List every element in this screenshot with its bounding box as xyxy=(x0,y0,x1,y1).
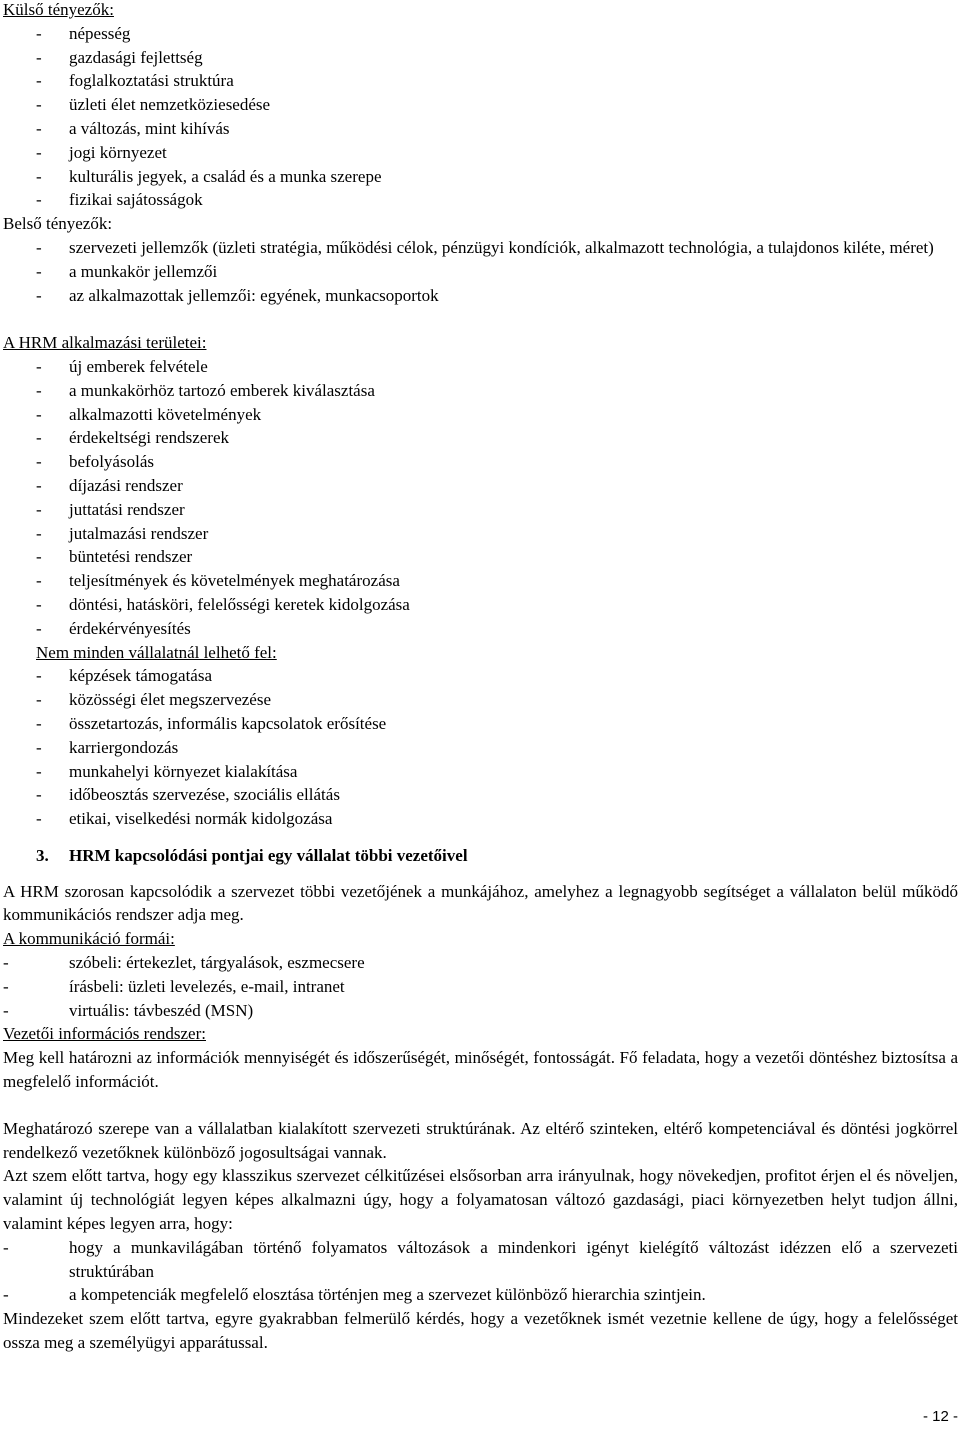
list-item: - szóbeli: értekezlet, tárgyalások, eszmecsere xyxy=(3,953,365,973)
list-item: - jogi környezet xyxy=(36,142,167,162)
list-item: - üzleti élet nemzetköziesedése xyxy=(36,95,271,115)
list-item: - összetartozás, informális kapcsolatok erősítése xyxy=(36,713,387,733)
list-item: - a munkakör jellemzői xyxy=(36,261,218,281)
hrm-areas-list xyxy=(3,355,958,641)
list-item: - virtuális: távbeszéd (MSN) xyxy=(3,1000,254,1020)
mis-paragraph: Meg kell határozni az információk mennyiségét és időszerűségét, minőségét, fontosságát. Fő feladata, hogy a vezetői döntéshez biztosítsa a megfelelő információt. xyxy=(3,1048,958,1092)
list-item: - jutalmazási rendszer xyxy=(36,523,209,543)
list-item: - a változás, mint kihívás xyxy=(36,118,230,138)
external-factors-heading: Külső tényezők: xyxy=(3,0,114,19)
list-item: - fizikai sajátosságok xyxy=(36,190,203,210)
list-item: - kulturális jegyek, a család és a munka szerepe xyxy=(36,166,382,186)
list-item: - időbeosztás szervezése, szociális ellátás xyxy=(36,785,340,805)
list-item: - díjazási rendszer xyxy=(36,475,183,495)
list-item: - képzések támogatása xyxy=(36,666,213,686)
list-item: - foglalkoztatási struktúra xyxy=(36,71,234,91)
section-title: HRM kapcsolódási pontjai egy vállalat többi vezetőivel xyxy=(69,845,468,865)
objectives-paragraph: Azt szem előtt tartva, hogy egy klasszikus szervezet célkitűzései elsősorban arra irányulnak, hogy növekedjen, profitot érjen el és növeljen, valamint új technológiát legyen képes alkalmazni úgy, hogy a folyamatosan változó gazdasági, piaci környezetben helyt tudjon állni, valamint képes legyen arra, hogy: xyxy=(3,1166,958,1234)
list-item: - hogy a munkavilágában történő folyamatos változások a mindenkori igényt kielégítő változást idézzen elő a szervezeti struktúrában xyxy=(3,1237,958,1281)
not-everywhere-heading: Nem minden vállalatnál lelhető fel: xyxy=(36,642,277,662)
structure-paragraph: Meghatározó szerepe van a vállalatban kialakított szervezeti struktúrának. Az eltérő szinteken, eltérő kompetenciával és döntési jogkörrel rendelkező vezetőknek különböző jogosultságai vannak. xyxy=(3,1118,958,1162)
section-heading xyxy=(3,844,958,868)
list-item: - érdekérvényesítés xyxy=(36,618,191,638)
mis-heading: Vezetői információs rendszer: xyxy=(3,1024,206,1044)
list-item: - írásbeli: üzleti levelezés, e-mail, intranet xyxy=(3,976,345,996)
list-item: - érdekeltségi rendszerek xyxy=(36,428,229,448)
list-item: - teljesítmények és követelmények meghatározása xyxy=(36,571,400,591)
list-item: - döntési, hatásköri, felelősségi keretek kidolgozása xyxy=(36,594,410,614)
list-item: - büntetési rendszer xyxy=(36,547,193,567)
internal-factors-heading: Belső tényezők: xyxy=(3,214,113,234)
list-item: - gazdasági fejlettség xyxy=(36,47,203,67)
list-item: - az alkalmazottak jellemzői: egyének, munkacsoportok xyxy=(36,285,439,305)
communication-list xyxy=(3,951,958,1022)
list-item: - szervezeti jellemzők (üzleti stratégia, működési célok, pénzügyi kondíciók, alkalmazott technológia, a tulajdonos kiléte, méret) xyxy=(36,237,934,257)
document-page xyxy=(3,0,958,1355)
not-everywhere-heading-wrap xyxy=(3,641,958,665)
list-item: - karriergondozás xyxy=(36,737,179,757)
list-item: - befolyásolás xyxy=(36,452,154,472)
communication-heading: A kommunikáció formái: xyxy=(3,929,175,949)
not-everywhere-list xyxy=(3,664,958,831)
list-item: - a munkakörhöz tartozó emberek kiválasztása xyxy=(36,380,375,400)
intro-paragraph: A HRM szorosan kapcsolódik a szervezet többi vezetőjének a munkájához, amelyhez a legnagyobb segítséget a vállalaton belül működő kommunikációs rendszer adja meg. xyxy=(3,881,958,925)
internal-factors-list xyxy=(3,236,958,307)
objectives-list xyxy=(3,1236,958,1307)
spacer xyxy=(3,307,958,331)
list-item: - közösségi élet megszervezése xyxy=(36,690,272,710)
page-number: - 12 - xyxy=(922,1408,958,1425)
list-item: - a kompetenciák megfelelő elosztása történjen meg a szervezet különböző hierarchia szintjein. xyxy=(3,1285,706,1305)
list-item: - új emberek felvétele xyxy=(36,356,208,376)
section-number: 3. xyxy=(36,845,49,865)
conclusion-paragraph: Mindezeket szem előtt tartva, egyre gyakrabban felmerülő kérdés, hogy a vezetőknek ismét vezetnie kellene de úgy, hogy a felelősséget ossza meg a személyügyi apparátussal. xyxy=(3,1309,958,1353)
list-item: - juttatási rendszer xyxy=(36,499,185,519)
list-item: - munkahelyi környezet kialakítása xyxy=(36,761,298,781)
spacer xyxy=(3,1094,958,1117)
list-item: - népesség xyxy=(36,23,131,43)
list-item: - etikai, viselkedési normák kidolgozása xyxy=(36,809,333,829)
list-item: - alkalmazotti követelmények xyxy=(36,404,262,424)
hrm-areas-heading: A HRM alkalmazási területei: xyxy=(3,333,207,353)
external-factors-list xyxy=(3,22,958,212)
